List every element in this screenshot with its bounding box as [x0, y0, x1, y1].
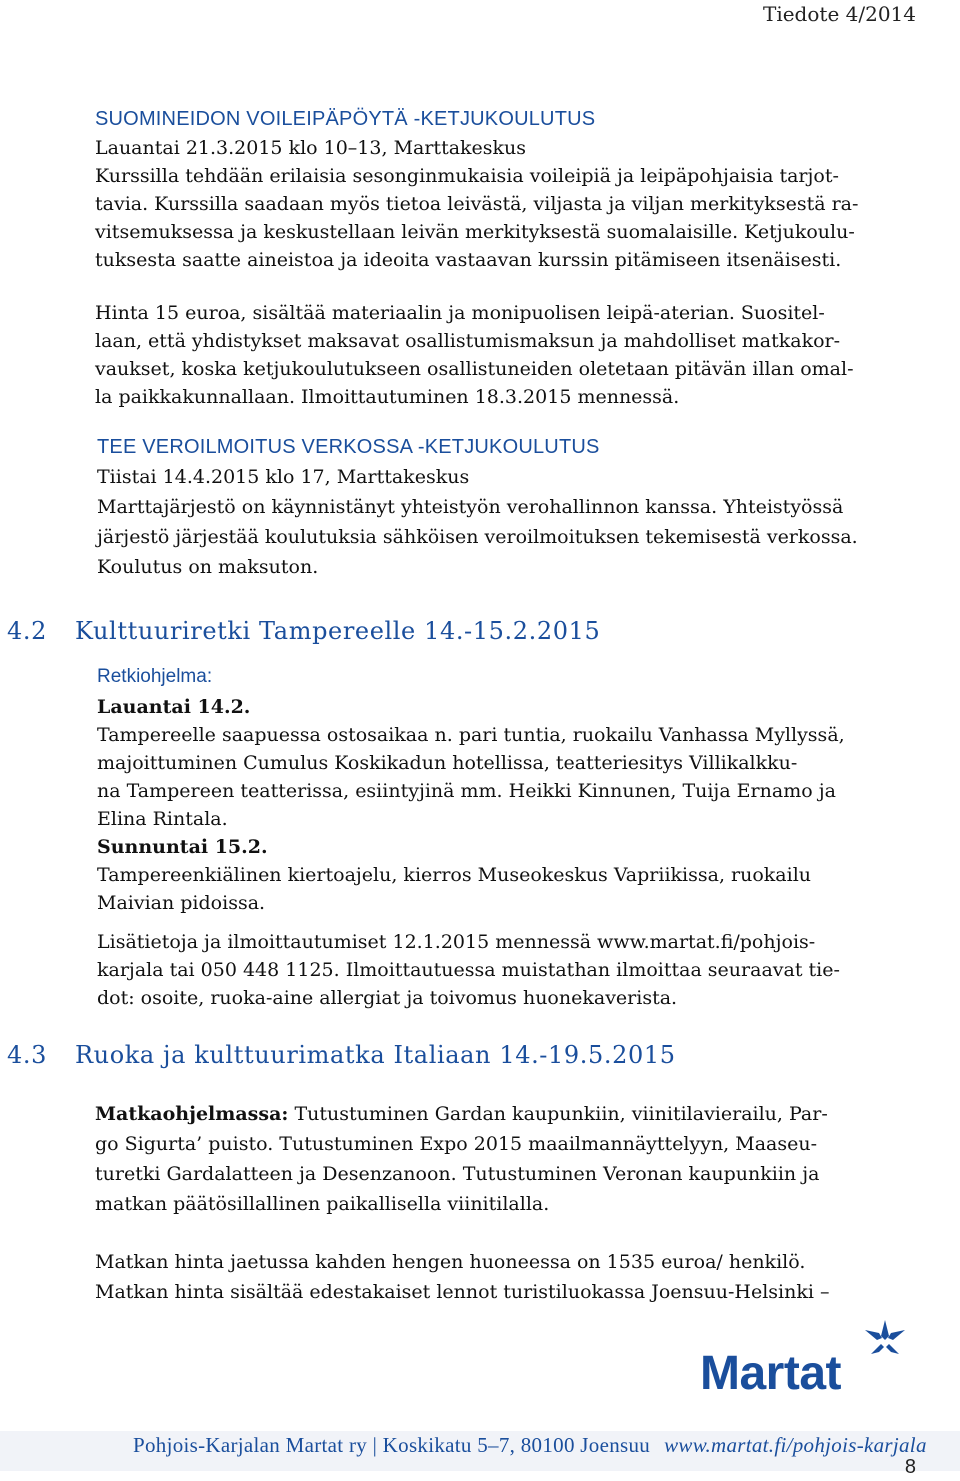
text-line: karjala tai 050 448 1125. Ilmoittautuessa muistathan ilmoittaa seuraavat tie- — [97, 959, 840, 981]
footer-web-link[interactable]: www.martat.fi/pohjois-karjala — [664, 1433, 927, 1457]
text-line: vaukset, koska ketjukoulutukseen osallistuneiden oletetaan pitävän illan omal- — [95, 358, 854, 380]
text-line: laan, että yhdistykset maksavat osallistumismaksun ja mahdolliset matkakor- — [95, 330, 841, 352]
text-line: Tampereelle saapuessa ostosaikaa n. pari tuntia, ruokailu Vanhassa Myllyssä, — [97, 724, 845, 746]
section-title-voileipapoyta: SUOMINEIDON VOILEIPÄPÖYTÄ -KETJUKOULUTUS — [95, 108, 596, 130]
heading-italia — [7, 1041, 676, 1069]
heading-number: 4.3 — [7, 1041, 47, 1069]
day-heading: Sunnuntai 15.2. — [97, 836, 268, 858]
text-line: turetki Gardalatteen ja Desenzanoon. Tutustuminen Veronan kaupunkiin ja — [95, 1163, 820, 1185]
text-line: la paikkakunnallaan. Ilmoittautuminen 18.3.2015 mennessä. — [95, 386, 680, 408]
text-line: majoittuminen Cumulus Koskikadun hotellissa, teatteriesitys Villikalkku- — [97, 752, 798, 774]
text-line: järjestö järjestää koulutuksia sähköisen veroilmoituksen tekemisestä verkossa. — [97, 526, 858, 548]
text-line: Tutustuminen Gardan kaupunkiin, viinitilavierailu, Par- — [288, 1103, 828, 1125]
section-price-italia — [95, 1247, 935, 1307]
issue-label: Tiedote 4/2014 — [762, 2, 916, 26]
footer-contact — [133, 1433, 927, 1458]
text-line: na Tampereen teatterissa, esiintyjinä mm. Heikki Kinnunen, Tuija Ernamo ja — [97, 780, 836, 802]
section-body-kulttuuriretki — [97, 693, 937, 917]
text-line: Lisätietoja ja ilmoittautumiset 12.1.2015 mennessä www.martat.fi/pohjois- — [97, 931, 816, 953]
text-line: tuksesta saatte aineistoa ja ideoita vastaavan kurssin pitämiseen itsenäisesti. — [95, 249, 842, 271]
heading-kulttuuriretki — [7, 617, 600, 645]
martat-logo: Martat — [700, 1347, 842, 1400]
day-heading: Lauantai 14.2. — [97, 696, 251, 718]
text-line: Matkan hinta jaetussa kahden hengen huoneessa on 1535 euroa/ henkilö. — [95, 1251, 806, 1273]
text-line: Matkan hinta sisältää edestakaiset lennot turistiluokassa Joensuu-Helsinki – — [95, 1281, 830, 1303]
section-title-veroilmoitus: TEE VEROILMOITUS VERKOSSA -KETJUKOULUTUS — [97, 436, 600, 458]
section-body-voileipapoyta — [95, 134, 925, 274]
heading-number: 4.2 — [7, 617, 47, 645]
text-line: go Sigurta’ puisto. Tutustuminen Expo 2015 maailmannäyttelyyn, Maaseu- — [95, 1133, 818, 1155]
section-body-veroilmoitus — [97, 462, 927, 582]
text-line: Tiistai 14.4.2015 klo 17, Marttakeskus — [97, 466, 470, 488]
martat-flower-icon — [855, 1316, 915, 1366]
text-line: Tampereenkiälinen kiertoajelu, kierros Museokeskus Vapriikissa, ruokailu — [97, 864, 812, 886]
text-line: Koulutus on maksuton. — [97, 556, 319, 578]
footer-address: Pohjois-Karjalan Martat ry | Koskikatu 5–7, 80100 Joensuu — [133, 1433, 651, 1457]
text-line: Lauantai 21.3.2015 klo 10–13, Marttakeskus — [95, 137, 527, 159]
text-line: tavia. Kurssilla saadaan myös tietoa leivästä, viljasta ja viljan merkityksestä ra- — [95, 193, 859, 215]
section-price-voileipapoyta — [95, 299, 925, 411]
section-info-kulttuuriretki — [97, 928, 937, 1012]
text-line: Hinta 15 euroa, sisältää materiaalin ja monipuolisen leipä-aterian. Suositel- — [95, 302, 825, 324]
text-line: dot: osoite, ruoka-aine allergiat ja toivomus huonekaverista. — [97, 987, 678, 1009]
text-line: Marttajärjestö on käynnistänyt yhteistyön verohallinnon kanssa. Yhteistyössä — [97, 496, 844, 518]
heading-text: Ruoka ja kulttuurimatka Italiaan 14.-19.5.2015 — [75, 1041, 676, 1069]
text-line: Kurssilla tehdään erilaisia sesonginmukaisia voileipiä ja leipäpohjaisia tarjot- — [95, 165, 839, 187]
page-footer — [0, 1395, 960, 1481]
program-label: Matkaohjelmassa: — [95, 1103, 289, 1125]
text-line: vitsemuksessa ja keskustellaan leivän merkityksestä suomalaisille. Ketjukoulu- — [95, 221, 855, 243]
text-line: matkan päätösillallinen paikallisella viinitilalla. — [95, 1193, 550, 1215]
text-line: Elina Rintala. — [97, 808, 228, 830]
section-body-italia — [95, 1099, 935, 1219]
text-line: Maivian pidoissa. — [97, 892, 266, 914]
heading-text: Kulttuuriretki Tampereelle 14.-15.2.2015 — [75, 617, 601, 645]
retkiohjelma-label: Retkiohjelma: — [97, 666, 213, 687]
page-number: 8 — [904, 1456, 916, 1478]
